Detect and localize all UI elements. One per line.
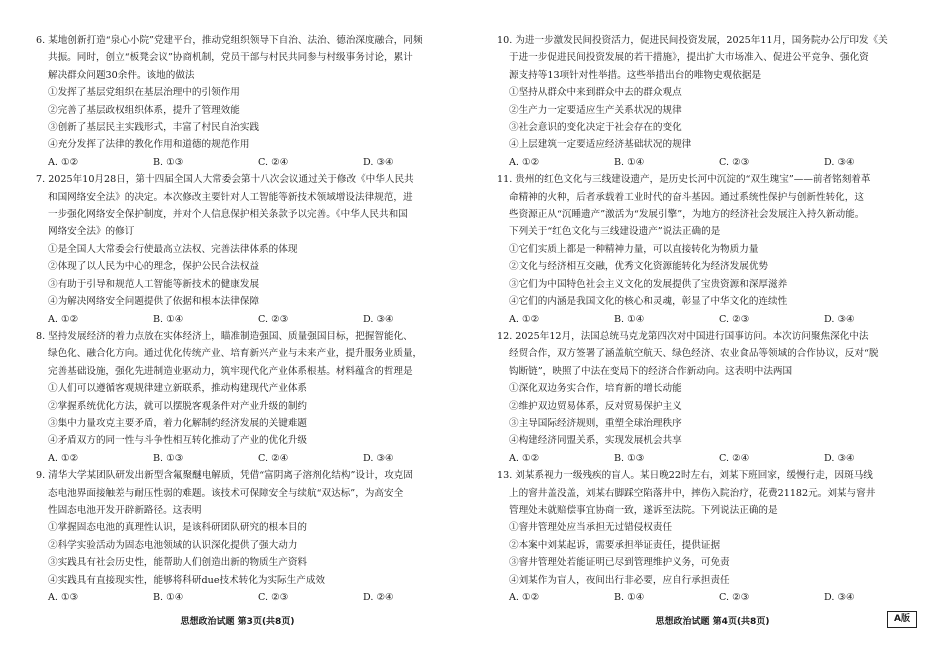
question-stem-line: 9. 清华大学某团队研发出新型含氟聚醚电解质，凭借“富阴离子溶剂化结构”设计，攻克固	[36, 470, 413, 482]
answer-choice: D. ③④	[363, 313, 394, 325]
statement-option: ②体现了以人民为中心的理念，保护公民合法权益	[48, 261, 260, 273]
answer-choice: D. ③④	[824, 156, 855, 168]
question-stem-line: 6. 某地创新打造“泉心小院”党建平台，推动党组织领导下自治、法治、德治深度融合，同频	[36, 35, 423, 46]
statement-option: ④矛盾双方的同一性与斗争性相互转化推动了产业的优化升级	[48, 435, 308, 447]
statement-option: ④它们的内涵是我国文化的核心和灵魂，彰显了中华文化的连续性	[509, 296, 788, 308]
statement-option: ④实践具有直接现实性，能够将科研due技术转化为实际生产成效	[48, 574, 326, 586]
statement-option: ②完善了基层政权组织体系，提升了管理效能	[48, 104, 240, 116]
answer-choice: A. ①②	[509, 313, 540, 325]
statement-option: ①人们可以遵循客观规律建立新联系，推动构建现代产业体系	[48, 383, 308, 395]
question-stem-line: 于进一步促进民间投资发展的若干措施》，提出扩大市场准入、促进公平竞争、强化资	[509, 52, 869, 64]
right-page-footer: 思想政治试题 第4页(共8页)	[655, 617, 770, 627]
question-stem-line: 和国网络安全法》的决定。本次修改主要针对人工智能等新技术领域增设法律规范，进	[48, 191, 413, 203]
question-block	[497, 467, 929, 606]
answer-choices	[497, 311, 929, 328]
answer-choice: C. ②④	[719, 452, 750, 464]
answer-choices	[497, 154, 929, 171]
statement-option: ①它们实质上都是一种精神力量，可以直接转化为物质力量	[509, 243, 759, 255]
answer-choice: C. ②③	[719, 592, 750, 603]
answer-choice: C. ②③	[719, 313, 750, 325]
answer-choices	[497, 589, 929, 606]
answer-choice: B. ①④	[614, 592, 645, 603]
question-stem-line: 10. 为进一步激发民间投资活力，促进民间投资发展，2025年11月，国务院办公厅印发《关	[497, 35, 888, 46]
answer-choice: B. ①③	[153, 156, 184, 168]
question-block	[497, 171, 929, 328]
question-stem-line: 性固态电池开发开辟新路径。这表明	[48, 504, 202, 516]
question-stem-line: 些资源正从“沉睡遗产”激活为“发展引擎”，为地方的经济社会发展注入持久新动能。	[509, 209, 865, 221]
answer-choice: D. ③④	[363, 452, 394, 464]
statement-option: ③窨井管理处若能证明已尽到管理维护义务，可免责	[509, 557, 730, 569]
answer-choice: A. ①③	[48, 592, 79, 603]
question-stem-line: 上的窨井盖没盖，刘某右脚踩空陷落井中，摔伤入院治疗，花费21182元。刘某与窨井	[509, 487, 876, 499]
question-stem-line: 7. 2025年10月28日，第十四届全国人大常委会第十八次会议通过关于修改《中华人民共	[36, 174, 414, 186]
answer-choice: B. ①④	[614, 313, 645, 325]
answer-choices	[36, 450, 468, 467]
answer-choice: A. ①②	[509, 592, 540, 603]
question-block	[497, 328, 929, 467]
right-page	[475, 0, 950, 659]
question-stem-line: 11. 贵州的红色文化与三线建设遗产，是历史长河中沉淀的“双生瑰宝”——前者铭刻着革	[497, 174, 871, 186]
statement-option: ②本案中刘某起诉，需要承担举证责任，提供证据	[509, 539, 721, 551]
answer-choice: A. ①②	[48, 156, 79, 168]
answer-choices	[36, 589, 468, 606]
statement-option: ③集中力量攻克主要矛盾，着力化解制约经济发展的关键难题	[48, 417, 308, 429]
question-stem-line: 命精神的火种，后者承载着工业时代的奋斗基因。通过系统性保护与创新性转化，这	[509, 191, 864, 203]
statement-option: ①深化双边务实合作，培育新的增长动能	[509, 383, 682, 395]
question-block	[497, 32, 929, 171]
answer-choice: D. ③④	[824, 313, 855, 325]
answer-choices	[36, 154, 468, 171]
question-stem-line: 下列关于“红色文化与三线建设遗产”说法正确的是	[509, 226, 721, 238]
answer-choice: B. ①③	[153, 452, 184, 464]
answer-choice: D. ③④	[824, 452, 855, 464]
statement-option: ②掌握系统优化方法，就可以摆脱客观条件对产业升级的制约	[48, 400, 308, 412]
answer-choice: B. ①④	[153, 592, 184, 603]
question-stem-line: 完善基础设施，强化先进制造业驱动力，筑牢现代化产业体系根基。材料蕴含的哲理是	[48, 365, 413, 377]
answer-choice: A. ①②	[509, 452, 540, 464]
answer-choice: A. ①②	[48, 452, 79, 464]
right-question-column	[497, 32, 929, 606]
question-block	[36, 171, 468, 328]
answer-choices	[36, 311, 468, 328]
statement-option: ③它们为中国特色社会主义文化的发展提供了宝贵资源和深厚滋养	[509, 278, 788, 290]
statement-option: ②文化与经济相互交融，优秀文化资源能转化为经济发展优势	[509, 261, 769, 273]
statement-option: ③主导国际经济规则，重塑全球治理秩序	[509, 417, 682, 429]
version-badge: A版	[887, 611, 917, 628]
statement-option: ①是全国人大常委会行使最高立法权、完善法律体系的体现	[48, 243, 298, 255]
question-stem-line: 钩断链”，映照了中法在变局下的经济合作新动向。这表明中法两国	[509, 365, 793, 377]
statement-option: ①发挥了基层党组织在基层治理中的引领作用	[48, 87, 240, 99]
question-stem-line: 源支持等13项针对性举措。这些举措出台的唯物史观依据是	[509, 69, 762, 81]
answer-choice: D. ②④	[363, 592, 394, 603]
question-stem-line: 绿色化、融合化方向。通过优化传统产业、培育新兴产业与未来产业，提升服务业质量，	[48, 348, 423, 360]
question-stem-line: 一步强化网络安全保护制度，并对个人信息保护相关条款予以完善。《中华人民共和国	[48, 209, 408, 221]
statement-option: ④为解决网络安全问题提供了依据和根本法律保障	[48, 296, 260, 308]
question-block	[36, 467, 468, 606]
statement-option: ②科学实验活动为固态电池领域的认识深化提供了强大动力	[48, 539, 298, 551]
statement-option: ③创新了基层民主实践形式，丰富了村民自治实践	[48, 122, 260, 134]
question-stem-line: 8. 坚持发展经济的着力点放在实体经济上，瞄准制造强国、质量强国目标，把握智能化、	[36, 330, 413, 342]
question-stem-line: 经贸合作，双方签署了涵盖航空航天、绿色经济、农业食品等领域的合作协议，反对“脱	[509, 348, 879, 360]
statement-option: ②生产力一定要适应生产关系状况的规律	[509, 104, 682, 116]
question-block	[36, 328, 468, 467]
statement-option: ①掌握固态电池的真理性认识，是该科研团队研究的根本目的	[48, 522, 308, 534]
statement-option: ④构建经济同盟关系，实现发展机会共享	[509, 435, 682, 447]
question-stem-line: 共振。同时，创立“板凳会议”协商机制，党员干部与村民共同参与村级事务讨论，累计	[48, 52, 413, 64]
answer-choice: C. ②③	[258, 592, 289, 603]
answer-choice: C. ②③	[258, 313, 289, 325]
question-block	[36, 32, 468, 171]
statement-option: ③实践具有社会历史性，能帮助人们创造出新的物质生产资料	[48, 557, 308, 569]
statement-option: ④刘某作为盲人，夜间出行非必要，应自行承担责任	[509, 574, 730, 586]
question-stem-line: 12. 2025年12月，法国总统马克龙第四次对中国进行国事访问。本次访问聚焦深化中法	[497, 330, 869, 342]
answer-choice: C. ②④	[258, 156, 289, 168]
question-stem-line: 网络安全法》的修订	[48, 226, 135, 238]
answer-choices	[497, 450, 929, 467]
question-stem-line: 管理处未就赔偿事宜协商一致，遂诉至法院。下列说法正确的是	[509, 504, 778, 516]
statement-option: ④充分发挥了法律的教化作用和道德的规范作用	[48, 139, 250, 151]
left-question-column	[36, 32, 468, 606]
question-stem-line: 解决群众问题30余件。该地的做法	[48, 69, 195, 81]
statement-option: ②维护双边贸易体系，反对贸易保护主义	[509, 400, 682, 412]
statement-option: ③有助于引导和规范人工智能等新技术的健康发展	[48, 278, 260, 290]
left-page-footer: 思想政治试题 第3页(共8页)	[180, 617, 295, 627]
answer-choice: B. ①③	[614, 452, 645, 464]
answer-choice: C. ②④	[258, 452, 289, 464]
answer-choice: A. ①②	[48, 313, 79, 325]
answer-choice: D. ③④	[824, 592, 855, 603]
answer-choice: D. ③④	[363, 156, 394, 168]
answer-choice: B. ①④	[614, 156, 645, 168]
statement-option: ①坚持从群众中来到群众中去的群众观点	[509, 87, 682, 99]
answer-choice: B. ①④	[153, 313, 184, 325]
answer-choice: A. ①②	[509, 156, 540, 168]
statement-option: ④上层建筑一定要适应经济基础状况的规律	[509, 139, 692, 151]
answer-choice: C. ②③	[719, 156, 750, 168]
question-stem-line: 13. 刘某系视力一级残疾的盲人。某日晚22时左右，刘某下班回家，缓慢行走，因斑马线	[497, 470, 873, 482]
statement-option: ③社会意识的变化决定于社会存在的变化	[509, 122, 682, 134]
statement-option: ①窨井管理处应当承担无过错侵权责任	[509, 522, 673, 534]
question-stem-line: 态电池界面接触差与耐压性弱的难题。该技术可保障安全与续航“双达标”，为高安全	[48, 487, 404, 499]
